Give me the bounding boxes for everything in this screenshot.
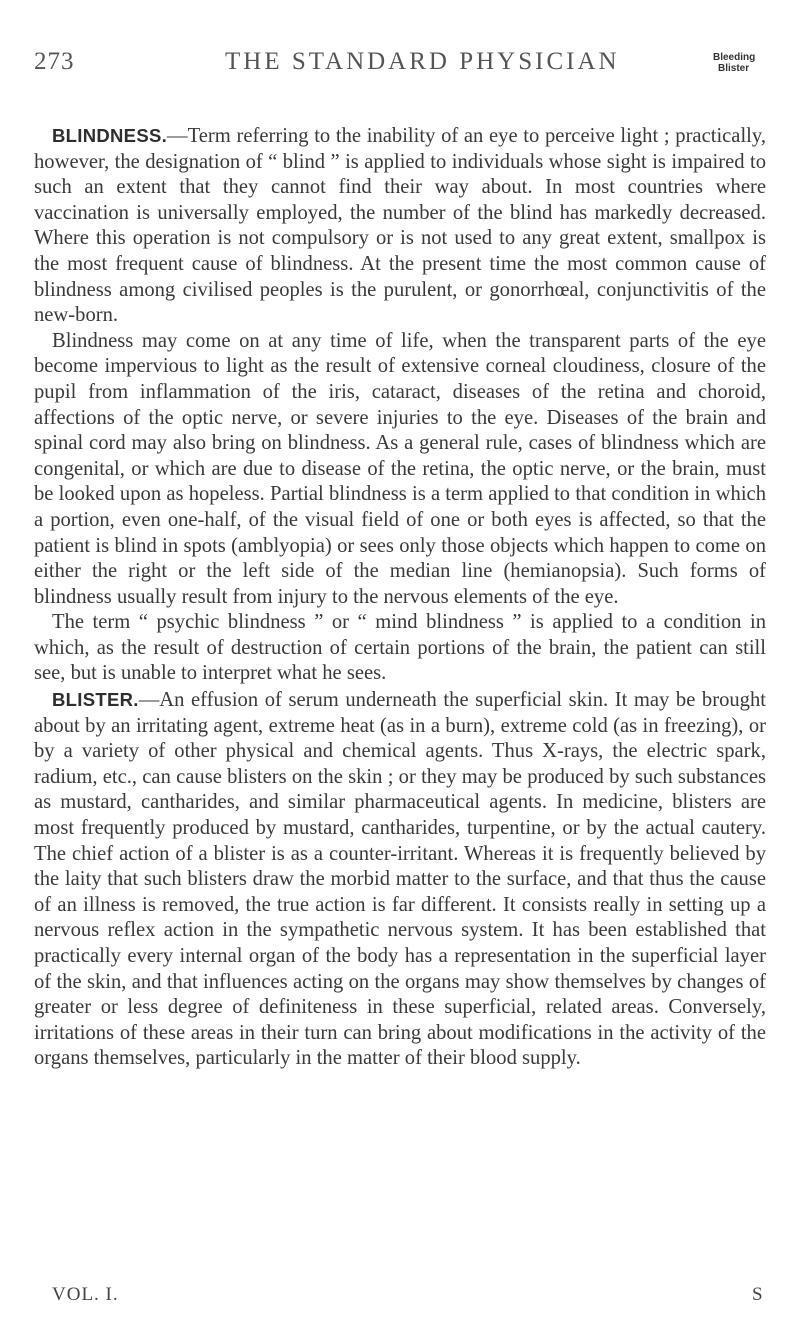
entry-paragraph [34, 687, 766, 1072]
body-paragraph: The term “ psychic blindness ” or “ mind blindness ” is applied to a condition in which, as the result of destruction of certain portions of the brain, the patient can still see, but is unable to interpret what he sees. [34, 611, 766, 685]
page-number: 273 [34, 48, 75, 75]
catchwords [713, 52, 783, 74]
entry-text: —An effusion of serum underneath the superficial skin. It may be brought about by an irritating agent, extreme heat (as in a burn), extreme cold (as in freezing), or by a variety of other physical and chemical agents. Thus X-rays, the electric spark, radium, etc., can cause blisters on the skin ; or they may be produced by such substances as mustard, cantharides, and similar pharmaceutical agents. In medicine, blisters are most frequently produced by mustard, cantharides, turpentine, or by the actual cautery. The chief action of a blister is as a counter-irritant. Whereas it is frequently believed by the laity that such blisters draw the morbid matter to the surface, and that thus the cause of an illness is removed, the true action is far different. It consists really in setting up a nervous reflex action in the sympathetic nervous system. It has been established that practically every internal organ of the body has a representation in the superficial layer of the skin, and that influences acting on the organs may show themselves by changes of greater or less degree of definiteness in these superficial, related areas. Conversely, irritations of these areas in their turn can bring about modifications in the activity of the organs themselves, particularly in the matter of their blood supply. [34, 689, 766, 1070]
running-head [0, 48, 801, 78]
entry-text: —Term referring to the inability of an eye to perceive light ; practically, however, the designation of “ blind ” is applied to individuals whose sight is impaired to such an extent that they cannot find their way about. In most countries where vaccination is universally employed, the number of the blind has markedly decreased. Where this operation is not compulsory or is not used to any great extent, smallpox is the most frequent cause of blindness. At the present time the most common cause of blindness among civilised peoples is the purulent, or gonorrhœal, conjunctivitis of the new-born. [34, 125, 766, 327]
body-paragraph: Blindness may come on at any time of life, when the transparent parts of the eye become impervious to light as the result of extensive corneal cloudiness, closure of the pupil from inflammation of the iris, cataract, diseases of the retina and choroid, affections of the optic nerve, or severe injuries to the eye. Diseases of the brain and spinal cord may also bring on blindness. As a general rule, cases of blindness which are congenital, or which are due to disease of the retina, the optic nerve, or the brain, must be looked upon as hopeless. Partial blindness is a term applied to that condition in which a portion, even one-half, of the visual field of one or both eyes is affected, so that the patient is blind in spots (amblyopia) or sees only those objects which happen to come on either the right or the left side of the median line (hemianopsia). Such forms of blindness usually result from injury to the nervous elements of the eye. [34, 329, 766, 608]
entry-paragraph [34, 123, 766, 329]
entry-headword: BLISTER. [52, 689, 139, 711]
running-title: THE STANDARD PHYSICIAN [225, 48, 620, 75]
page-footer [0, 1284, 801, 1314]
volume-label: VOL. I. [52, 1284, 119, 1305]
catchword-first: Bleeding [713, 52, 756, 63]
entry-headword: BLINDNESS. [52, 125, 168, 146]
signature-mark: S [752, 1284, 763, 1305]
page-body [34, 123, 766, 1072]
catchword-last: Blister [718, 63, 750, 74]
